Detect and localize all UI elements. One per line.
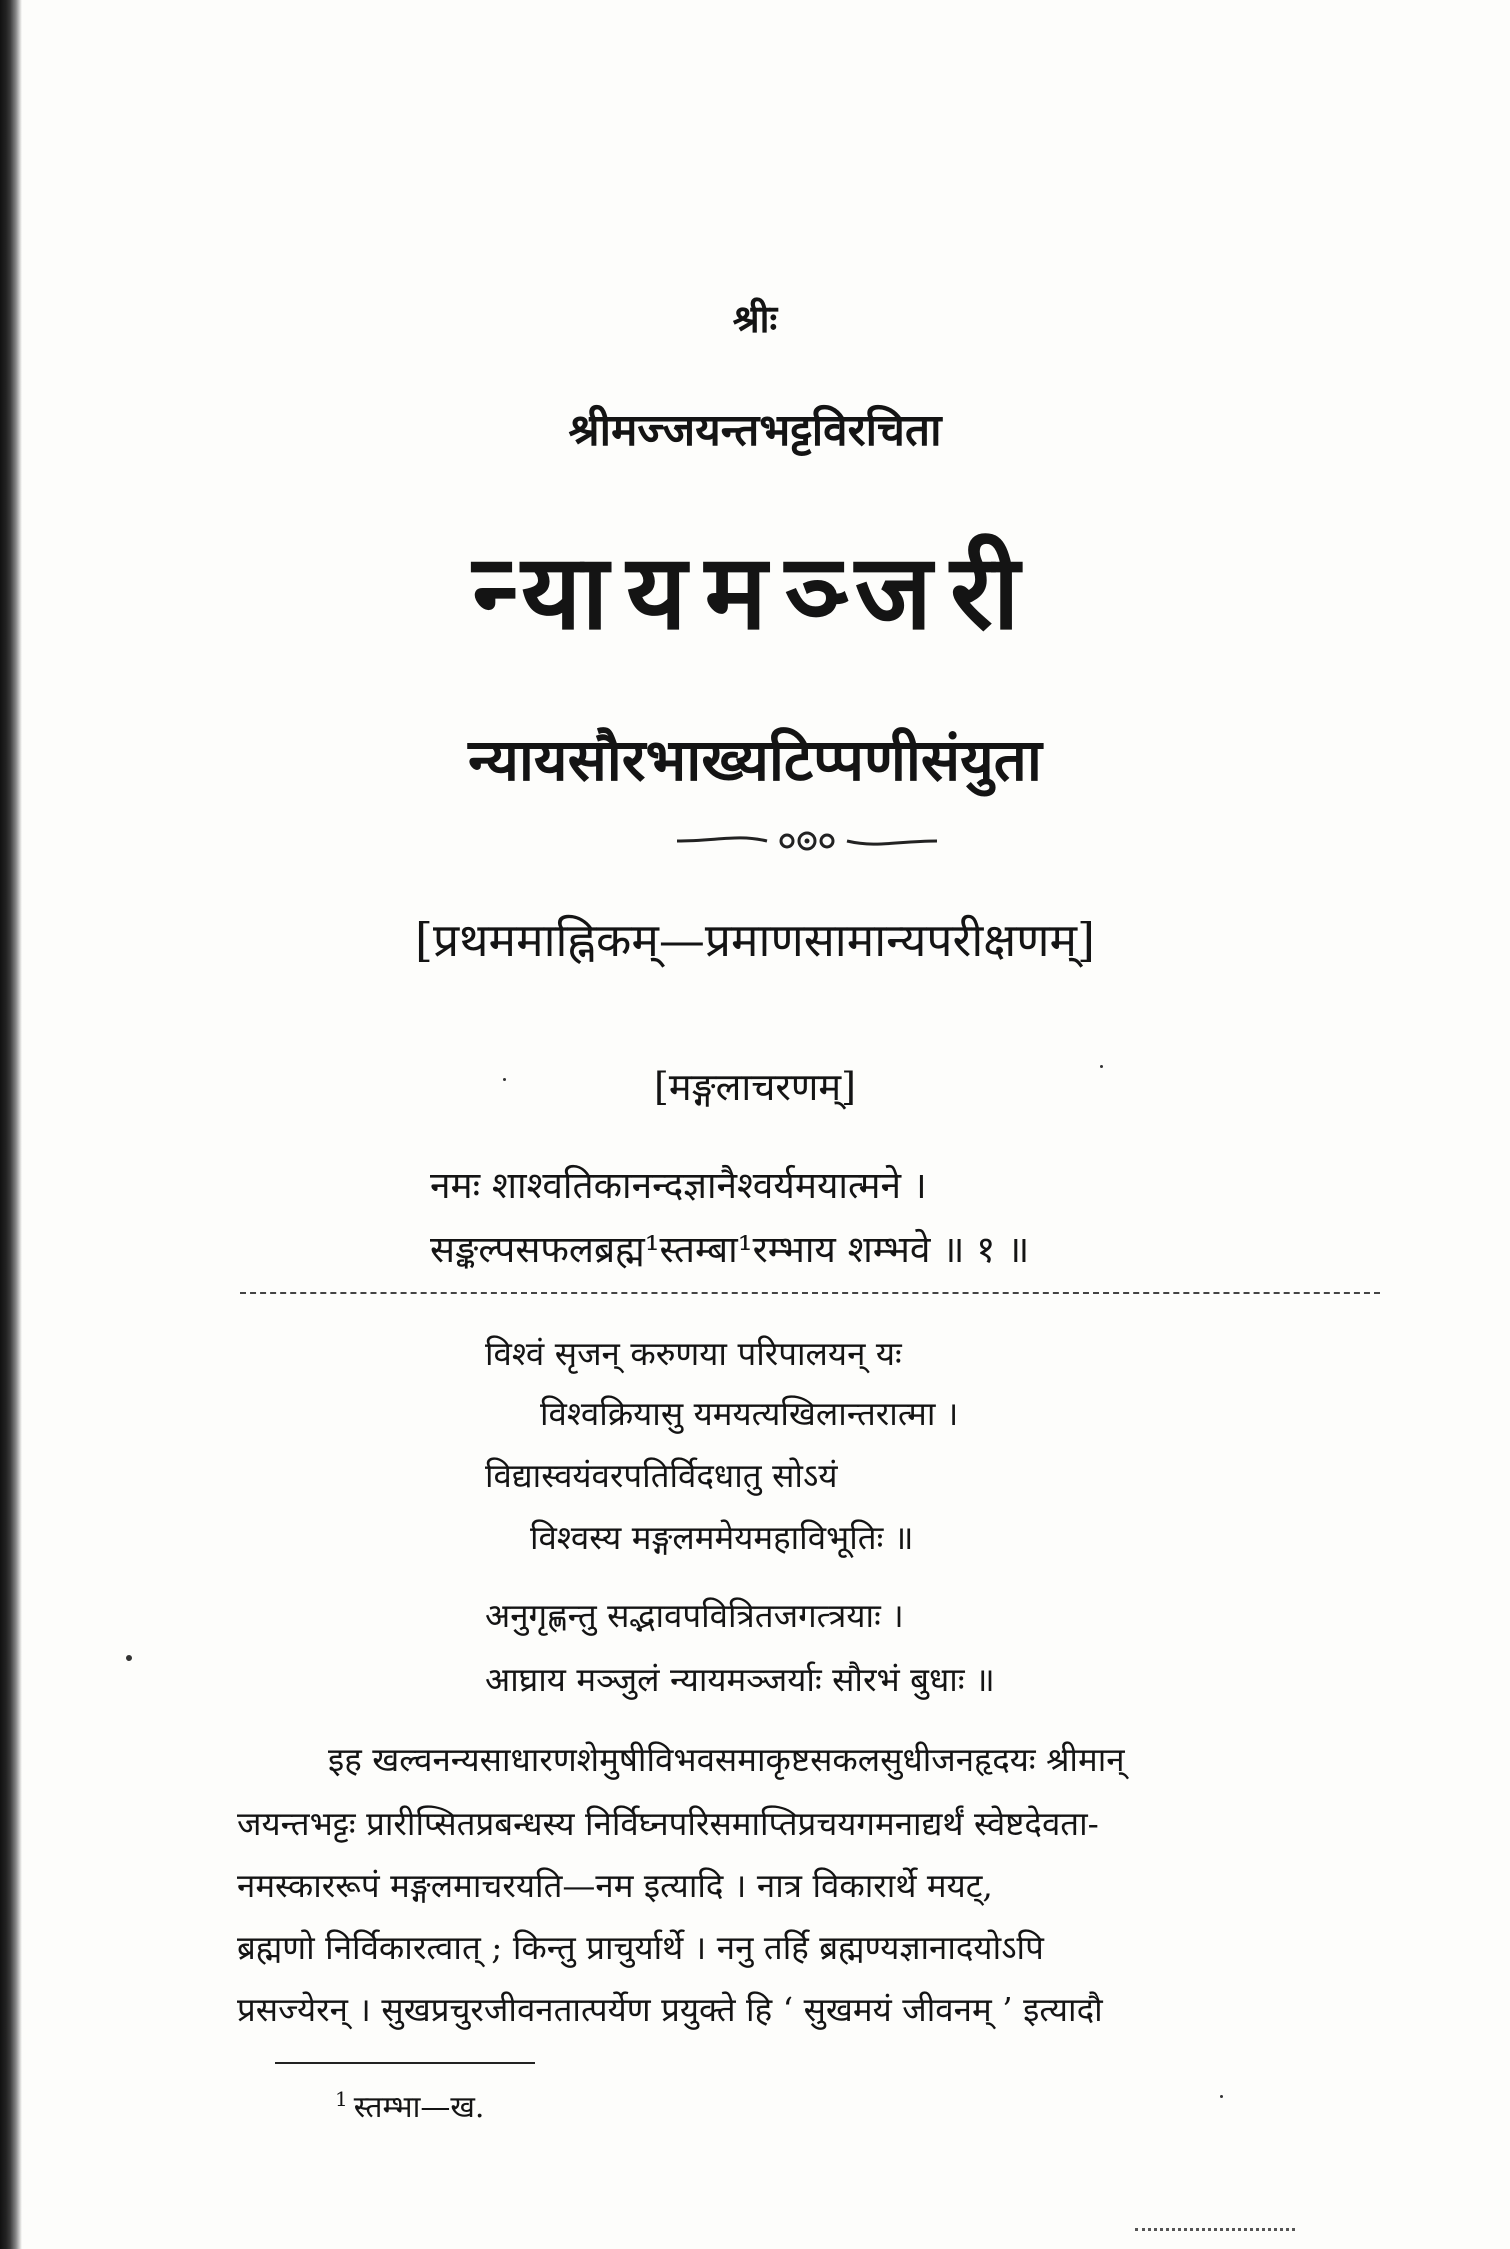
footnote-text: स्तम्भा—ख. <box>353 2090 485 2125</box>
commentary-prose-line: इह खल्वनन्यसाधारणशेमुषीविभवसमाकृष्टसकलसुधीजनहृदयः श्रीमान् <box>328 1740 1125 1779</box>
footnote-marker: 1 <box>335 2087 348 2111</box>
ornament-divider <box>677 826 937 856</box>
section-heading: [मङ्गलाचरणम्] <box>654 1065 856 1109</box>
commentary-prose-line: जयन्तभट्टः प्रारीप्सितप्रबन्धस्य निर्विघ्नपरिसमाप्तिप्रचयगमनाद्यर्थं स्वेष्टदेवता- <box>237 1804 1099 1843</box>
chapter-heading: [प्रथममाह्निकम्—प्रमाणसामान्यपरीक्षणम्] <box>415 913 1095 967</box>
main-verse-line-1: नमः शाश्वतिकानन्दज्ञानैश्वर्यमयात्मने । <box>430 1164 927 1207</box>
invocation-mark: श्रीः <box>732 296 778 341</box>
commentary-verse-line: विश्वस्य मङ्गलममेयमहाविभूतिः ॥ <box>530 1518 914 1557</box>
text-commentary-divider <box>240 1292 1380 1294</box>
page-subtitle: न्यायसौरभाख्यटिप्पणीसंयुता <box>468 726 1042 794</box>
commentary-prose-line: ब्रह्मणो निर्विकारत्वात् ; किन्तु प्राचुर्यार्थे । ननु तर्हि ब्रह्मण्यज्ञानादयोऽपि <box>237 1928 1044 1967</box>
footnote <box>335 2085 484 2126</box>
commentary-verse-line: आघ्राय मञ्जुलं न्यायमञ्जर्याः सौरभं बुधाः ॥ <box>485 1660 995 1699</box>
main-verse-line-2: सङ्कल्पसफलब्रह्म¹स्तम्बा¹रम्भाय शम्भवे ॥ १ ॥ <box>430 1228 1030 1271</box>
footnote-divider <box>275 2062 535 2064</box>
author-line: श्रीमज्जयन्तभट्टविरचिता <box>568 405 942 456</box>
scan-speck <box>126 1655 132 1661</box>
scan-speck <box>1220 2095 1223 2098</box>
commentary-verse-line: विश्वं सृजन् करुणया परिपालयन् यः <box>485 1334 902 1373</box>
commentary-verse-line: विद्यास्वयंवरपतिर्विदधातु सोऽयं <box>485 1456 838 1495</box>
commentary-verse-line: विश्वक्रियासु यमयत्यखिलान्तरात्मा । <box>540 1394 959 1433</box>
scan-artifact-dots <box>1135 2228 1295 2231</box>
commentary-prose-line: प्रसज्येरन् । सुखप्रचुरजीवनतात्पर्येण प्रयुक्ते हि ‘ सुखमयं जीवनम् ’ इत्यादौ <box>237 1990 1103 2029</box>
commentary-verse-line: अनुगृह्णन्तु सद्भावपवित्रितजगत्त्रयाः । <box>485 1596 904 1635</box>
commentary-prose-line: नमस्काररूपं मङ्गलमाचरयति—नम इत्यादि । नात्र विकारार्थे मयट्, <box>237 1866 993 1905</box>
page-title: न्यायमञ्जरी <box>472 530 1038 653</box>
